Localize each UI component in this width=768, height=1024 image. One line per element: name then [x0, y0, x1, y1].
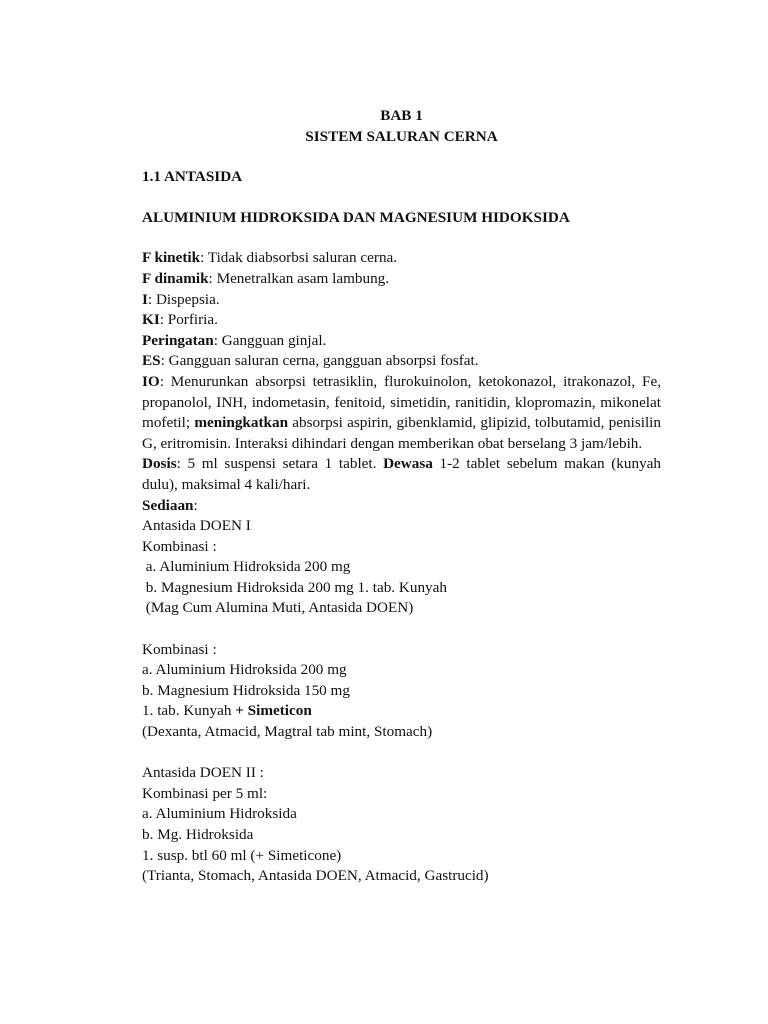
field-value: : Tidak diabsorbsi saluran cerna. — [200, 249, 398, 267]
field-emphasis: Dewasa — [383, 455, 433, 473]
field-value: : Gangguan saluran cerna, gangguan absorpsi fosfat. — [160, 352, 479, 370]
kombinasi2-brands: (Dexanta, Atmacid, Magtral tab mint, Stomach) — [142, 723, 433, 741]
field-value: : Porfiria. — [159, 311, 218, 329]
kombinasi3-form: 1. susp. btl 60 ml (+ Simeticone) — [142, 846, 342, 864]
field-interaksi-obat — [142, 372, 661, 454]
doen2-title: Antasida DOEN II : — [142, 764, 264, 782]
field-f-kinetik — [142, 248, 661, 269]
field-label: I — [142, 290, 148, 308]
field-value: : Gangguan ginjal. — [213, 331, 327, 349]
document-page — [142, 0, 661, 887]
doen1-title: Antasida DOEN I — [142, 517, 251, 535]
kombinasi2-form — [142, 701, 661, 722]
kombinasi3-brands: (Trianta, Stomach, Antasida DOEN, Atmacid, Gastrucid) — [142, 867, 489, 885]
field-value: : Menetralkan asam lambung. — [208, 269, 390, 287]
chapter-number: BAB 1 — [380, 107, 423, 124]
field-peringatan — [142, 331, 661, 352]
kombinasi2-item-a: a. Aluminium Hidroksida 200 mg — [142, 661, 347, 679]
field-f-dinamik — [142, 269, 661, 290]
chapter-title: SISTEM SALURAN CERNA — [305, 127, 498, 145]
kombinasi1-brands: (Mag Cum Alumina Muti, Antasida DOEN) — [142, 599, 414, 617]
field-label: Peringatan — [142, 331, 214, 349]
kombinasi1-item-b: b. Magnesium Hidroksida 200 mg 1. tab. Kunyah — [142, 578, 447, 596]
field-value: : — [193, 496, 198, 514]
field-kontraindikasi — [142, 310, 661, 331]
field-dosis — [142, 454, 661, 495]
form-text: 1. tab. Kunyah — [142, 702, 236, 720]
field-label: F kinetik — [142, 249, 201, 267]
field-label: Sediaan — [142, 496, 194, 514]
field-value: : Dispepsia. — [147, 290, 220, 308]
field-label: Dosis — [142, 455, 177, 473]
kombinasi3-item-a: a. Aluminium Hidroksida — [142, 805, 297, 823]
field-value: : Menurunkan absorpsi tetrasiklin, flurokuinolon, ketokonazol, itrakonazol, Fe, propanolol, INH, indometasin, fenitoid, simetidin, ranitidin, klopromazin, mikonelat mofetil; — [142, 372, 661, 432]
field-value: : 5 ml suspensi setara 1 tablet. — [176, 455, 384, 473]
field-label: F dinamik — [142, 269, 209, 287]
kombinasi3-label: Kombinasi per 5 ml: — [142, 784, 268, 802]
kombinasi1-label: Kombinasi : — [142, 537, 217, 555]
field-sediaan — [142, 496, 661, 517]
field-emphasis: meningkatkan — [194, 414, 289, 432]
form-emphasis: + Simeticon — [235, 702, 312, 720]
field-label: ES — [142, 352, 161, 370]
kombinasi1-item-a: a. Aluminium Hidroksida 200 mg — [142, 558, 351, 576]
field-efek-samping — [142, 351, 661, 372]
section-title: 1.1 ANTASIDA — [142, 168, 243, 186]
field-label: KI — [142, 311, 160, 329]
field-value: absorpsi aspirin, gibenklamid, glipizid, tolbutamid, penisilin G, eritromisin. Interaksi dihindari dengan memberikan obat berselang 3 jam/lebih. — [142, 414, 661, 452]
field-value: 1-2 tablet sebelum makan (kunyah dulu), maksimal 4 kali/hari. — [142, 455, 661, 493]
kombinasi3-item-b: b. Mg. Hidroksida — [142, 826, 254, 843]
field-label: IO — [142, 372, 160, 390]
kombinasi2-item-b: b. Magnesium Hidroksida 150 mg — [142, 681, 350, 699]
drug-title: ALUMINIUM HIDROKSIDA DAN MAGNESIUM HIDOKSIDA — [142, 208, 570, 226]
kombinasi2-label: Kombinasi : — [142, 640, 217, 658]
field-indikasi — [142, 290, 661, 311]
